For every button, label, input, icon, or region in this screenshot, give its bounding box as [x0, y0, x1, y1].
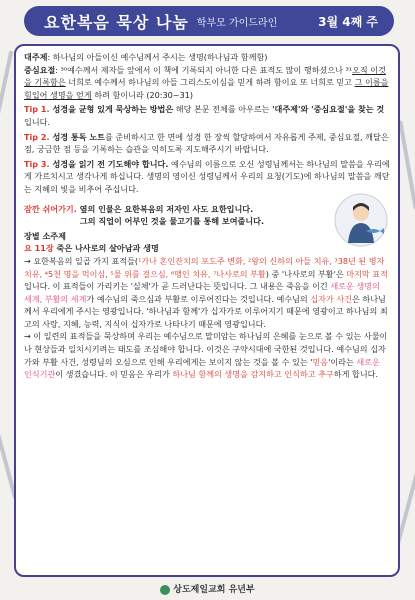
intro-text: 옆의 인물은 요한복음의 저자인 사도 요한입니다.: [76, 203, 254, 214]
body-text: 가 예수님의 죽으심과 부활로 이루어진다는 것입니다. 예수님의: [86, 293, 311, 304]
footer: [0, 582, 415, 595]
tip-label: Tip 1.: [24, 104, 50, 115]
tip-bold: '대주제'와 '중심요절'을 찾는 것: [272, 104, 385, 115]
week-label: 3월 4째 주: [318, 14, 378, 29]
tip-label: Tip 3.: [24, 158, 50, 169]
tip-bold: 성경을 읽기 전 기도해야 합니다.: [49, 158, 169, 169]
theme-label: 대주제: [24, 52, 48, 62]
intro-box: [24, 203, 390, 228]
key-verse-text: 하려 함이니라 (20:30~31): [91, 89, 194, 100]
chapter-title: 죽은 나사로의 살아남과 생명: [53, 243, 159, 254]
apostle-john-illustration: [334, 193, 388, 247]
pencil-decoration: [398, 120, 415, 209]
key-verse-text: 너희로 예수께서 하나님의 아들 그리스도이심을 믿게 하려 함이요 또 너희로 믿고: [65, 77, 355, 88]
body-highlight: 믿음: [312, 356, 329, 367]
body-text: 은 하나님께서 우리에게 주시는 영광입니다. '하나님과 함께'가 십자가로 이루어지기 때문에 영광이고 하나님의 최고의 사랑, 지혜, 능력, 지식이 십자가로 나타나기 때문에 영광입니다.: [24, 293, 388, 329]
body-text: 하게 합니다.: [333, 369, 379, 380]
key-verse: [24, 64, 390, 102]
body-text: 이 생겼습니다. 이 믿음은 우리가: [55, 369, 173, 380]
body-text: → 요한복음의 일곱 가지 표적들(: [24, 255, 139, 266]
pencil-decoration: [0, 51, 13, 140]
body-highlight: 새로운 생명의 세계, 부활의 세계: [24, 281, 380, 304]
tip-2: [24, 131, 390, 156]
body-highlight: 하나님 함께의 생명을 감지하고 인식하고 추구: [172, 369, 334, 380]
body-text: '이라는: [328, 356, 357, 367]
tip-1: [24, 103, 390, 128]
section-heading: 장별 소주제: [24, 230, 66, 241]
theme-text: : 하나님의 아들이신 예수님께서 주시는 생명(하나님과 함께함): [47, 52, 268, 62]
page-subtitle: 학부모 가이드라인: [196, 17, 278, 29]
body-text: ) 중 '나사로의 부활'은: [265, 268, 347, 279]
key-verse-underline: 오직 이것을 기록함은: [24, 64, 386, 88]
footer-text: 상도제일교회 유년부: [173, 585, 255, 595]
body-highlight: ¹가나 혼인잔치의 포도주 변화, ²왕의 신하의 아들 치유, ³38년 된 병자 치유, ⁴5천 명을 먹이심, ⁵물 위를 걸으심, ⁶맹인 치유, ⁷나사로의 부활: [24, 255, 385, 279]
tip-text: 입니다.: [24, 116, 51, 127]
intro-line-2: 그의 직업이 어부인 것을 물고기를 통해 보여줍니다.: [79, 216, 265, 227]
tip-text: 를 준비하시고 한 면에 성경 한 장씩 할당하여서 자유롭게 주제, 중심요절, 깨달은 점, 궁금한 점 등을 기록하는 습관을 익히도록 지도해주시기 바랍니다.: [24, 131, 389, 155]
tip-bold: 성경 통독 노트: [49, 131, 105, 142]
theme-line: [24, 51, 390, 64]
chapter-number: 요 11장: [24, 243, 54, 254]
body-text: 입니다. 이 표적들이 가리키는 '실체'가 곧 드러난다는 뜻입니다. 그 내용은 죽음을 이긴: [24, 281, 331, 292]
tip-bold: 성경을 균형 있게 묵상하는 방법은: [49, 104, 174, 115]
church-logo-icon: [160, 585, 170, 595]
key-verse-label: 중심요절: [24, 64, 56, 75]
intro-line-1: [24, 203, 330, 216]
key-verse-text: : ³⁰예수께서 제자들 앞에서 이 책에 기록되지 아니한 다른 표적도 많이 행하셨으나 ³¹: [55, 64, 353, 75]
page-title: 요한복음 묵상 나눔: [44, 12, 189, 32]
tip-label: Tip 2.: [24, 131, 50, 142]
key-verse-underline: 그 이름을 힘입어 생명을 얻게: [24, 77, 389, 100]
tip-text: 해당 본문 전체를 아우르는: [173, 104, 273, 115]
tip-text: 예수님의 이름으로 오신 성령님께서는 하나님의 말씀을 우리에게 가르치시고 생각나게 하십니다. 생명의 영이신 성령님께서 우리의 요청(기도)에 하나님의 말씀을 깨닫는 지혜의 빛을 비추어 주십니다.: [24, 158, 390, 194]
body-text: → 이 일련의 표적들을 묵상하며 우리는 예수님으로 말미암는 하나님의 은혜를 눈으로 볼 수 있는 사물이나 현상들과 일치시키려는 태도를 조심해야 합니다. 이것은 구약시대에 국한된 것입니다. 예수님의 십자가와 부활 사건, 성령님의 오심으로 인해 우리에게는 보이지 않는 것을 볼 수 있는 ': [24, 331, 388, 367]
header-banner: [24, 6, 394, 36]
tip-3: [24, 158, 390, 196]
body-highlight: 새로운 인식기관: [24, 356, 380, 380]
intro-label: 잠깐 쉬어가기.: [24, 203, 77, 214]
content-panel: [14, 44, 400, 577]
body-paragraph-1: [24, 255, 390, 331]
body-highlight: 마지막 표적: [346, 268, 388, 279]
body-highlight: 십자가 사건: [310, 293, 352, 304]
body-paragraph-2: [24, 330, 390, 380]
